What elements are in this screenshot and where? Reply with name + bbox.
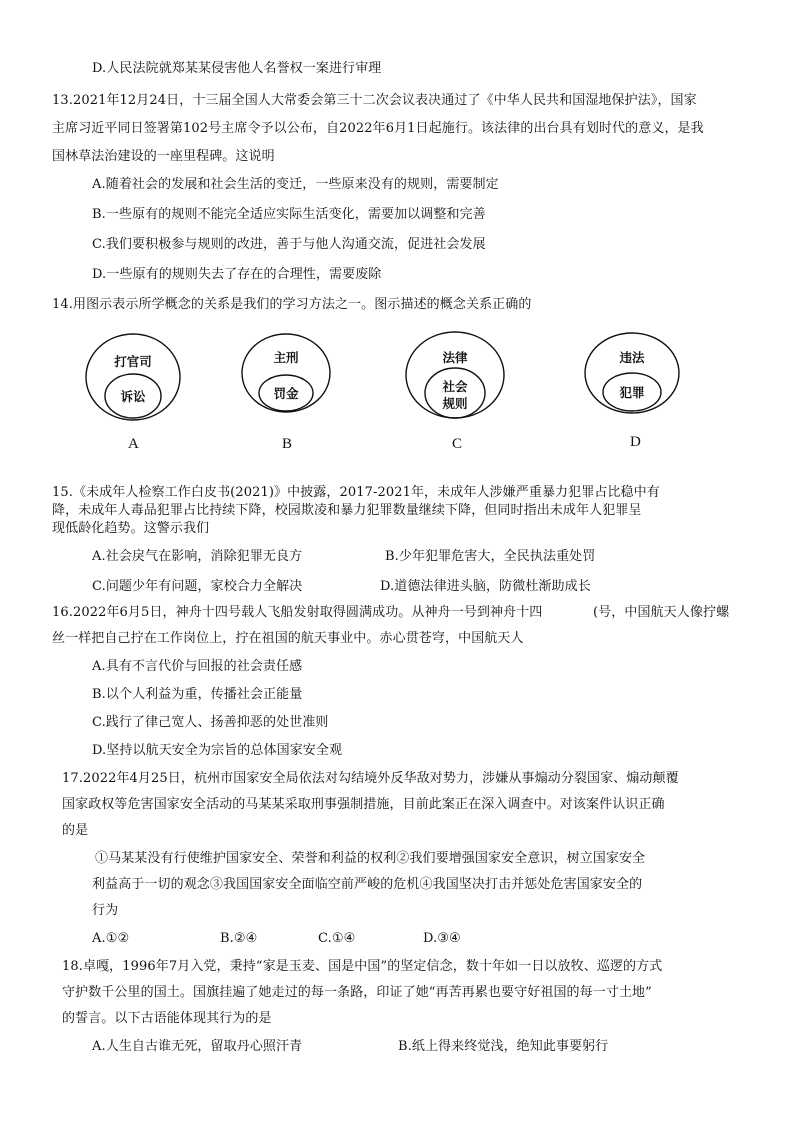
- diagram-d: [585, 333, 679, 413]
- q13-stem-line-2: 主席习近平同日签署第102号主席令予以公布，自2022年6月1日起施行。该法律的出台具有划时代的意义，是我: [52, 121, 704, 136]
- q16-stem-line-1b: (号，中国航天人像拧螺: [593, 605, 730, 620]
- q13-option-d: D.一些原有的规则失去了存在的合理性，需要废除: [92, 267, 382, 282]
- q18-stem-line-1: 18.卓嘎，1996年7月入党，秉持“家是玉麦、国是中国”的坚定信念，数十年如一日以放牧、巡逻的方式: [62, 959, 663, 974]
- q17-stem-line-3: 的是: [62, 823, 89, 838]
- q16-stem-line-1a: 16.2022年6月5日，神舟十四号载人飞船发射取得圆满成功。从神舟一号到神舟十四: [52, 605, 543, 620]
- diagram-c-inner-label-2: 规则: [442, 396, 468, 411]
- q15-option-a: A.社会戾气在影响，消除犯罪无良方: [92, 549, 303, 564]
- q15-option-d: D.道德法律进头脑，防微杜渐助成长: [380, 579, 591, 594]
- diagram-a-inner-label: 诉讼: [120, 389, 146, 404]
- diagram-c-inner-label-1: 社会: [442, 379, 468, 394]
- q16-option-b: B.以个人利益为重，传播社会正能量: [92, 687, 303, 702]
- q14-stem: 14.用图示表示所学概念的关系是我们的学习方法之一。图示描述的概念关系正确的: [52, 297, 532, 312]
- diagram-b-inner-label: 罚金: [273, 386, 299, 401]
- diagram-a-letter: A: [128, 436, 139, 452]
- q17-option-c: C.①④: [318, 931, 356, 946]
- q17-option-b: B.②④: [220, 931, 258, 946]
- q17-option-d: D.③④: [423, 931, 461, 946]
- q17-statements-line-3: 行为: [92, 903, 119, 918]
- q15-stem-line-3: 现低龄化趋势。这警示我们: [52, 521, 210, 536]
- q15-option-b: B.少年犯罪危害大，全民执法重处罚: [385, 549, 596, 564]
- q18-stem-line-2: 守护数千公里的国土。国旗挂遍了她走过的每一条路，印证了她“再苦再累也要守好祖国的每一寸土地”: [62, 985, 652, 1000]
- diagram-a-outer-label: 打官司: [114, 354, 152, 369]
- q17-statements-line-1: ①马某某没有行使维护国家安全、荣誉和利益的权利②我们要增强国家安全意识，树立国家安全: [95, 851, 646, 866]
- q17-stem-line-2: 国家政权等危害国家安全活动的马某某采取刑事强制措施，目前此案正在深入调查中。对该案件认识正确: [62, 797, 665, 812]
- q16-option-d: D.坚持以航天安全为宗旨的总体国家安全观: [92, 743, 343, 758]
- q18-option-b: B.纸上得来终觉浅，绝知此事要躬行: [398, 1039, 609, 1054]
- q15-stem-line-2: 降，未成年人毒品犯罪占比持续下降，校园欺凌和暴力犯罪数量继续下降，但同时指出未成年人犯罪呈: [52, 503, 642, 518]
- q13-option-c: C.我们要积极参与规则的改进，善于与他人沟通交流，促进社会发展: [92, 237, 486, 252]
- q13-option-a: A.随着社会的发展和社会生活的变迁，一些原来没有的规则，需要制定: [92, 177, 499, 192]
- q17-stem-line-1: 17.2022年4月25日，杭州市国家安全局依法对勾结境外反华敌对势力，涉嫌从事煽动分裂国家、煽动颠覆: [62, 771, 679, 786]
- diagram-d-letter: D: [630, 434, 641, 450]
- diagram-c-letter: C: [452, 436, 463, 452]
- q16-option-a: A.具有不言代价与回报的社会责任感: [92, 659, 303, 674]
- diagram-d-inner-label: 犯罪: [619, 385, 645, 400]
- diagram-b-letter: B: [282, 436, 293, 452]
- q18-option-a: A.人生自古谁无死，留取丹心照汗青: [92, 1039, 303, 1054]
- diagram-b: [242, 334, 330, 412]
- diagram-c: [406, 332, 504, 418]
- q15-option-c: C.问题少年有问题，家校合力全解决: [92, 579, 303, 594]
- q14-concept-diagrams: [0, 330, 793, 430]
- q13-stem-line-1: 13.2021年12月24日，十三届全国人大常委会第三十二次会议表决通过了《中华人民共和国湿地保护法》，国家: [52, 93, 697, 108]
- q17-statements-line-2: 利益高于一切的观念③我国国家安全面临空前严峻的危机④我国坚决打击并惩处危害国家安全的: [92, 877, 643, 892]
- q13-stem-line-3: 国林草法治建设的一座里程碑。这说明: [52, 149, 275, 164]
- q16-option-c: C.践行了律己宽人、扬善抑恶的处世准则: [92, 715, 329, 730]
- diagram-a: [86, 334, 180, 420]
- q15-stem-line-1: 15.《未成年人检察工作白皮书(2021)》中披露，2017-2021年，未成年人涉嫌严重暴力犯罪占比稳中有: [52, 485, 660, 500]
- q13-option-b: B.一些原有的规则不能完全适应实际生活变化，需要加以调整和完善: [92, 207, 486, 222]
- diagram-b-outer-label: 主刑: [273, 350, 299, 365]
- diagram-d-outer-label: 违法: [619, 350, 645, 365]
- q12-option-d: D.人民法院就郑某某侵害他人名誉权一案进行审理: [92, 61, 382, 76]
- q16-stem-line-2: 丝一样把自己拧在工作岗位上，拧在祖国的航天事业中。赤心贯苍穹，中国航天人: [52, 631, 524, 646]
- diagram-c-outer-label: 法律: [442, 350, 468, 365]
- q18-stem-line-3: 的誓言。以下古语能体现其行为的是: [62, 1011, 272, 1026]
- q17-option-a: A.①②: [92, 931, 130, 946]
